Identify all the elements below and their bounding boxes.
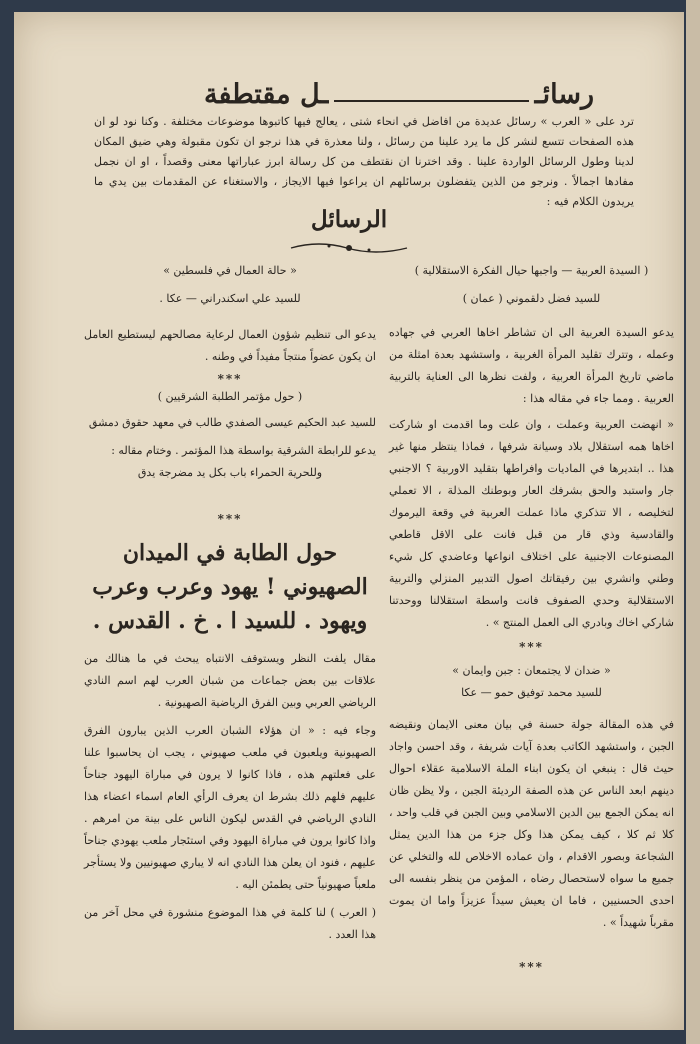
separator-stars: *** bbox=[217, 372, 243, 386]
header-rule bbox=[334, 100, 528, 102]
separator-stars: *** bbox=[519, 960, 544, 974]
separator-stars: *** bbox=[217, 512, 243, 526]
letter-title: ( حول مؤتمر الطلبة الشرقيين ) bbox=[157, 390, 303, 403]
intro-paragraph: ترد على « العرب » رسائل عديدة من افاضل في انحاء شتى ، يعالج فيها كاتبوها موضوعات مختلفة . وكنا نود لو ان هذه الصفحات تتسع لنشر كل ما يرد علينا من رسائل ، ولنا معذرة في هذا نرجو ان تكون مقبولة وهي ضيق المكان لدينا وطول الرسائل الواردة علينا . وقد اخترنا ان نقتطف من كل رسالة ابرز عباراتها معنى وقصداً ، او ان نجمل مفادها اجمالاً . ونرجو من الذين يتفضلون برسائلهم ان يراعوا فيها الايجاز ، والاستغناء عن المقدمات بين يدي ما يريدون الكلام فيه : bbox=[94, 115, 634, 208]
article-paragraph: وجاء فيه : « ان هؤلاء الشبان العرب الذين يبارون الفرق الصهيونية ويلعبون في ملعب صهيوني ، يجب ان يحاسبوا علنا على فعلتهم هذه ، فاذا كانوا لا يرون في مباراة اليهود جناحاً عليهم فلهم ذلك بشرط ان يعرف الرأي العام اسماء اعضاء هذا النادي الرياضي في القدس ليكون الناس على بينة من امرهم . واذا كانوا يرون في مباراة اليهود وفي استئجار ملعب يهودي جناحاً عليهم ، فنود ان يعلن هذا النادي انه لا يباري صهيونيين ولا يستأجر ملعباً صهيونياً حتى يطمئن اليه . bbox=[84, 724, 376, 891]
right-column bbox=[389, 260, 674, 974]
letter-title: « ضدان لا يجتمعان : جبن وايمان » bbox=[452, 664, 611, 677]
letter-quote: « انهضت العربية وعملت ، وان علت وما اقدمت او شاركت اخاها همه استقلال بلاد وسيانة شرفها ، فماذا ينتظر منها غير هذا .. ابتديرها في الماديات وافراطها بتقليد الاوربية ؟ الاجنبي جار واستبد والحق بشرفك العار وبوطنك المذلة ، الا تعملي لتخليصه ، الا تتذكري ماذا عملت العربية في وقعة اليرموك والقادسية وذي قار من قبل فانت على الاقل قاطعي المصنوعات الاجنبية على اختلاف انواعها وعاضدي كل شيء وطني وانشري بين رفيقاتك اصول التدبير المنزلي والتربية الاستقلالية وحدي الصفوف فانت واسطة استقلالنا ووحدتنا شاركي اخاك وبادري الى العمل المنتج » . bbox=[389, 418, 674, 629]
page-edge bbox=[686, 0, 700, 1044]
letter-author: للسيد فضل دلقموني ( عمان ) bbox=[462, 292, 601, 305]
letter-body: في هذه المقالة جولة حسنة في بيان معنى الايمان ونقيضه الجبن ، واستشهد الكاتب بعدة آيات شريفة ، وقد احسن واجاد حيث قال : ينبغي ان يكون ابناء الملة الاسلامية عقلاء احوال دينهم ابعد الناس عن هذه الصفة الرديئة الجبن ، ولا يظن ظان انه يمكن الجمع بين الدين الاسلامي وبين الجبن في قلب واحد ، كلا ثم كلا ، كيف يمكن هذا وكل جزء من هذا الدين يمثل الشجاعة وبصور الاقدام ، وان عماده الاخلاص لله والتخلي عن جميع ما سواه لاستحصال رضاه ، المؤمن من ينظر بنفسه الى احدى الحسنيين ، فاما ان يعيش سيداً عزيزاً واما ان يموت مقرباً شهيداً » . bbox=[389, 718, 674, 929]
letter-author: للسيد محمد توفيق حمو — عكا bbox=[461, 686, 602, 699]
section-title: الرسائل bbox=[310, 206, 388, 233]
header-title-right: رسائـ bbox=[534, 79, 594, 110]
article-paragraph: مقال يلفت النظر ويستوقف الانتباه يبحث في ما هنالك من علاقات بين بعض جماعات من شبان العرب لهم اسم النادي الرياضي العربي وبين الفرق الرياضية الصهيونية . bbox=[84, 652, 376, 709]
letter-body: يدعو الى تنظيم شؤون العمال لرعاية مصالحهم ليستطيع العامل ان يكون عضواً منتجاً مفيداً في وطنه . bbox=[84, 328, 376, 363]
separator-stars: *** bbox=[519, 640, 544, 654]
letter-body: يدعو السيدة العربية الى ان تشاطر اخاها العربي في جهاده وعمله ، وتترك تقليد المرأة الغربية ، واستشهد بعدة امثلة من ماضي تاريخ المرأة العربية ، ولفت نظرها الى العناية بالتربية العربية . ومما جاء في مقاله هذا : bbox=[389, 326, 674, 405]
article-paragraph: ( العرب ) لنا كلمة في هذا الموضوع منشورة في محل آخر من هذا العدد . bbox=[84, 906, 376, 941]
ornament-divider bbox=[289, 238, 409, 258]
newspaper-page bbox=[14, 12, 684, 1030]
letter-body: يدعو للرابطة الشرقية بواسطة هذا المؤتمر . وختام مقاله : bbox=[111, 444, 376, 457]
letter-title: ( السيدة العربية — واجبها حيال الفكرة الاستقلالية ) bbox=[414, 264, 649, 277]
letter-author: للسيد علي اسكندراني — عكا . bbox=[159, 292, 301, 305]
header-title-left: ـل مقتطفة bbox=[204, 79, 329, 110]
left-column bbox=[84, 260, 376, 946]
letter-author: للسيد عبد الحكيم عيسى الصفدي طالب في معهد حقوق دمشق bbox=[88, 416, 376, 429]
letter-title: « حالة العمال في فلسطين » bbox=[163, 264, 297, 277]
article-headline: حول الطابة في الميدان الصهيوني ! يهود وعرب وعرب ويهود . للسيد ا . خ . القدس . bbox=[92, 540, 368, 634]
poetry-verse: وللحرية الحمراء باب بكل يد مضرجة يدق bbox=[137, 466, 323, 479]
page-header bbox=[204, 70, 594, 110]
